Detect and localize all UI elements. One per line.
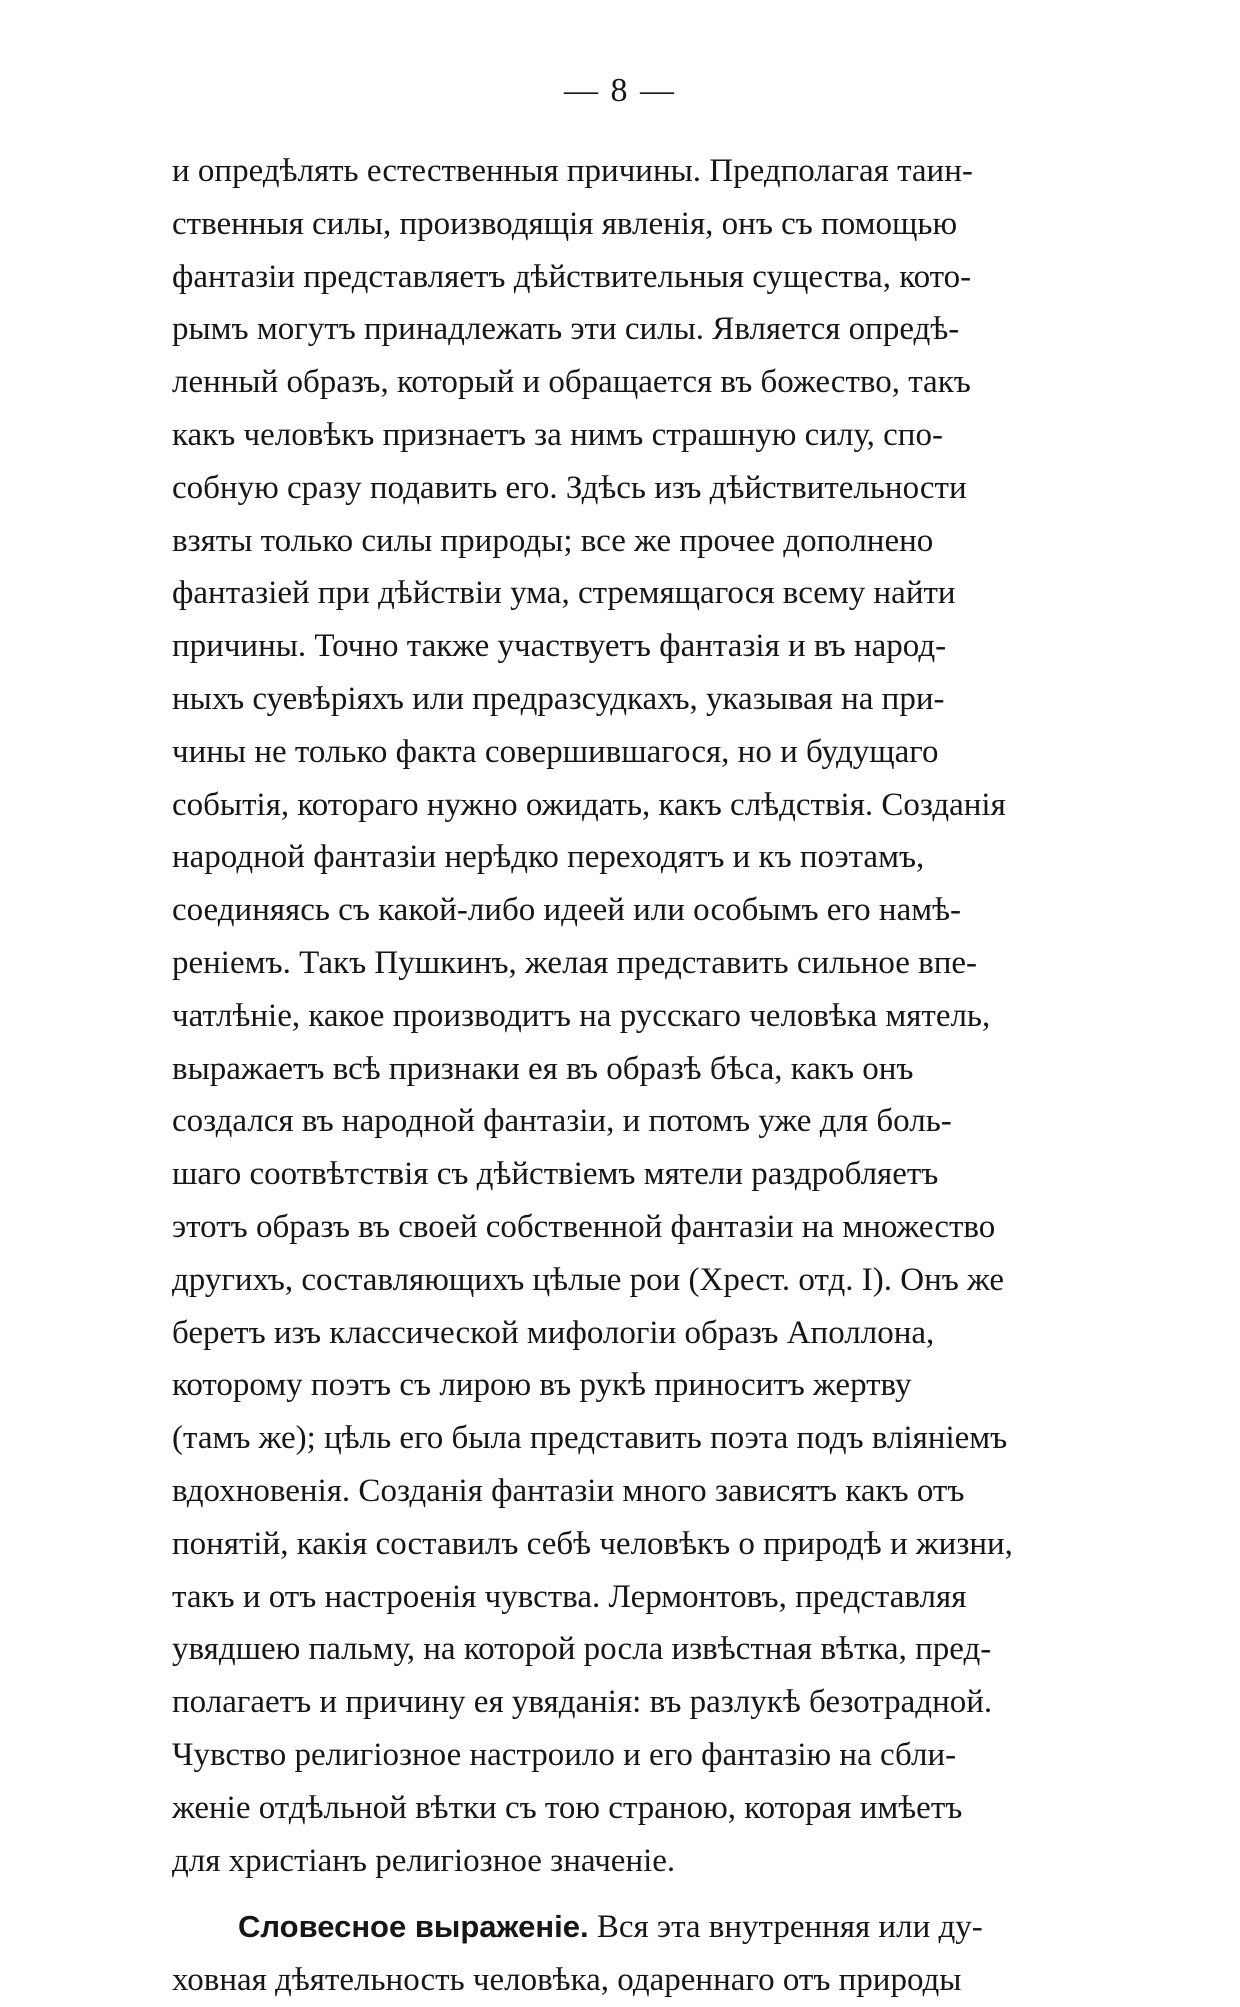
text-line: соединяясь съ какой-либо идеей или особымъ его намѣ- (172, 892, 962, 929)
text-line: причины. Точно также участвуетъ фантазія и въ народ- (172, 628, 947, 665)
text-line: создался въ народной фантазіи, и потомъ уже для боль- (172, 1103, 952, 1140)
text-line: ныхъ суевѣріяхъ или предразсудкахъ, указывая на при- (172, 680, 945, 717)
text-line: Чувство религіозное настроило и его фантазію на сбли- (172, 1736, 957, 1773)
text-line: ленный образъ, который и обращается въ божество, такъ (172, 364, 971, 401)
text-line: вдохновенія. Созданія фантазіи много зависятъ какъ отъ (172, 1472, 965, 1509)
text-line: народной фантазіи нерѣдко переходятъ и къ поэтамъ, (172, 839, 925, 876)
text-line: событія, котораго нужно ожидать, какъ слѣдствія. Созданія (172, 786, 1006, 823)
text-line: взяты только силы природы; все же прочее дополнено (172, 522, 934, 559)
text-line: увядшею пальму, на которой росла извѣстная вѣтка, пред- (172, 1631, 992, 1668)
paragraph (172, 1901, 1076, 2007)
text-line (172, 1901, 1076, 1954)
text-line: собную сразу подавить его. Здѣсь изъ дѣйствительности (172, 469, 967, 506)
text-line: шаго соотвѣтствія съ дѣйствіемъ мятели раздробляетъ (172, 1156, 939, 1193)
text-line: такъ и отъ настроенія чувства. Лермонтовъ, представляя (172, 1578, 967, 1615)
text-line: ховная дѣятельность человѣка, одареннаго отъ природы (172, 1962, 962, 1999)
text-line: рымъ могутъ принадлежать эти силы. Является опредѣ- (172, 311, 960, 348)
text-line: для христіанъ религіозное значеніе. (172, 1842, 676, 1879)
text-line: которому поэтъ съ лирою въ рукѣ приноситъ жертву (172, 1367, 912, 1404)
text-line: полагаетъ и причину ея увяданія: въ разлукѣ безотрадной. (172, 1684, 993, 1721)
body-text (172, 145, 1076, 2007)
text-line: женіе отдѣльной вѣтки съ тою страною, которая имѣетъ (172, 1789, 963, 1826)
text-line: чины не только факта совершившагося, но и будущаго (172, 733, 939, 770)
text-line: (тамъ же); цѣль его была представить поэта подъ вліяніемъ (172, 1420, 1008, 1457)
section-heading: Словесное выраженіе. (238, 1909, 589, 1945)
text-line: этотъ образъ въ своей собственной фантазіи на множество (172, 1208, 996, 1245)
text-line: какъ человѣкъ признаетъ за нимъ страшную силу, спо- (172, 416, 943, 453)
paragraph (172, 145, 1076, 1887)
text-line: беретъ изъ классической мифологіи образъ Аполлона, (172, 1314, 935, 1351)
text-line: реніемъ. Такъ Пушкинъ, желая представить сильное впе- (172, 944, 978, 981)
text-line: чатлѣніе, какое производитъ на русскаго человѣка мятель, (172, 997, 991, 1034)
text-line: понятій, какія составилъ себѣ человѣкъ о природѣ и жизни, (172, 1525, 1013, 1562)
text-run: Вся эта внутренняя или ду- (588, 1909, 983, 1946)
text-line: и опредѣлять естественныя причины. Предполагая таин- (172, 153, 973, 189)
text-line: другихъ, составляющихъ цѣлые рои (Хрест. отд. I). Онъ же (172, 1261, 1005, 1298)
text-line: ственныя силы, производящія явленія, онъ съ помощью (172, 205, 958, 242)
text-line: выражаетъ всѣ признаки ея въ образѣ бѣса, какъ онъ (172, 1050, 914, 1087)
text-line: фантазіей при дѣйствіи ума, стремящагося всему найти (172, 575, 956, 612)
text-line: фантазіи представляетъ дѣйствительныя существа, кото- (172, 258, 972, 295)
page-number: — 8 — (564, 72, 676, 109)
